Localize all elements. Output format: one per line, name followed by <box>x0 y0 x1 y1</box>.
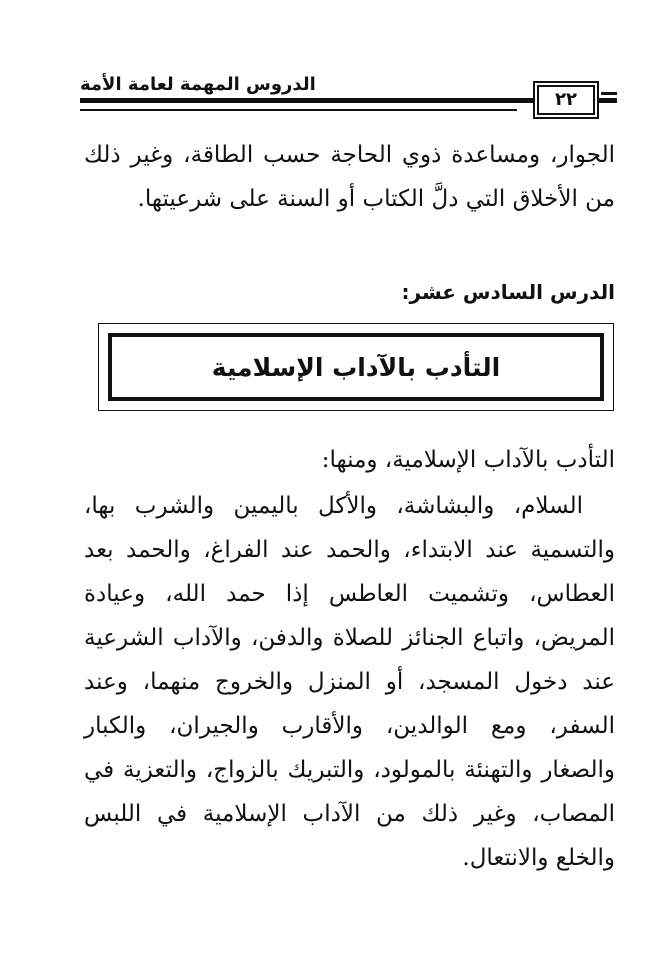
lesson-paragraph: السلام، والبشاشة، والأكل باليمين والشرب بها، والتسمية عند الابتداء، والحمد عند الفراغ، والحمد بعد العطاس، وتشميت العاطس إذا حمد الله، وعيادة المريض، واتباع الجنائز للصلاة والدفن، والآداب الشرعية عند دخول المسجد، أو المنزل والخروج منهما، وعند السفر، ومع الوالدين، والأقارب والجيران، والكبار والصغار والتهنئة بالمولود، والتبريك بالزواج، والتعزية في المصاب، وغير ذلك من الآداب الإسلامية في اللبس والخلع والانتعال. <box>84 493 615 871</box>
running-title: الدروس المهمة لعامة الأمة <box>80 74 316 95</box>
page-header <box>80 68 617 116</box>
lesson-title-inner-frame <box>108 333 604 401</box>
header-rule-bottom <box>80 109 517 111</box>
header-rule-right-lower <box>601 100 617 103</box>
lesson-title-frame <box>98 323 614 411</box>
lesson-label: الدرس السادس عشر: <box>401 280 615 304</box>
page-number: ٢٢ <box>537 85 595 115</box>
lesson-title: التأدب بالآداب الإسلامية <box>211 352 501 382</box>
paragraph-continued: الجوار، ومساعدة ذوي الحاجة حسب الطاقة، وغير ذلك من الأخلاق التي دلَّ الكتاب أو السنة على شرعيتها. <box>84 142 615 212</box>
header-rule-right-upper <box>601 92 617 95</box>
lesson-intro: التأدب بالآداب الإسلامية، ومنها: <box>321 447 615 473</box>
